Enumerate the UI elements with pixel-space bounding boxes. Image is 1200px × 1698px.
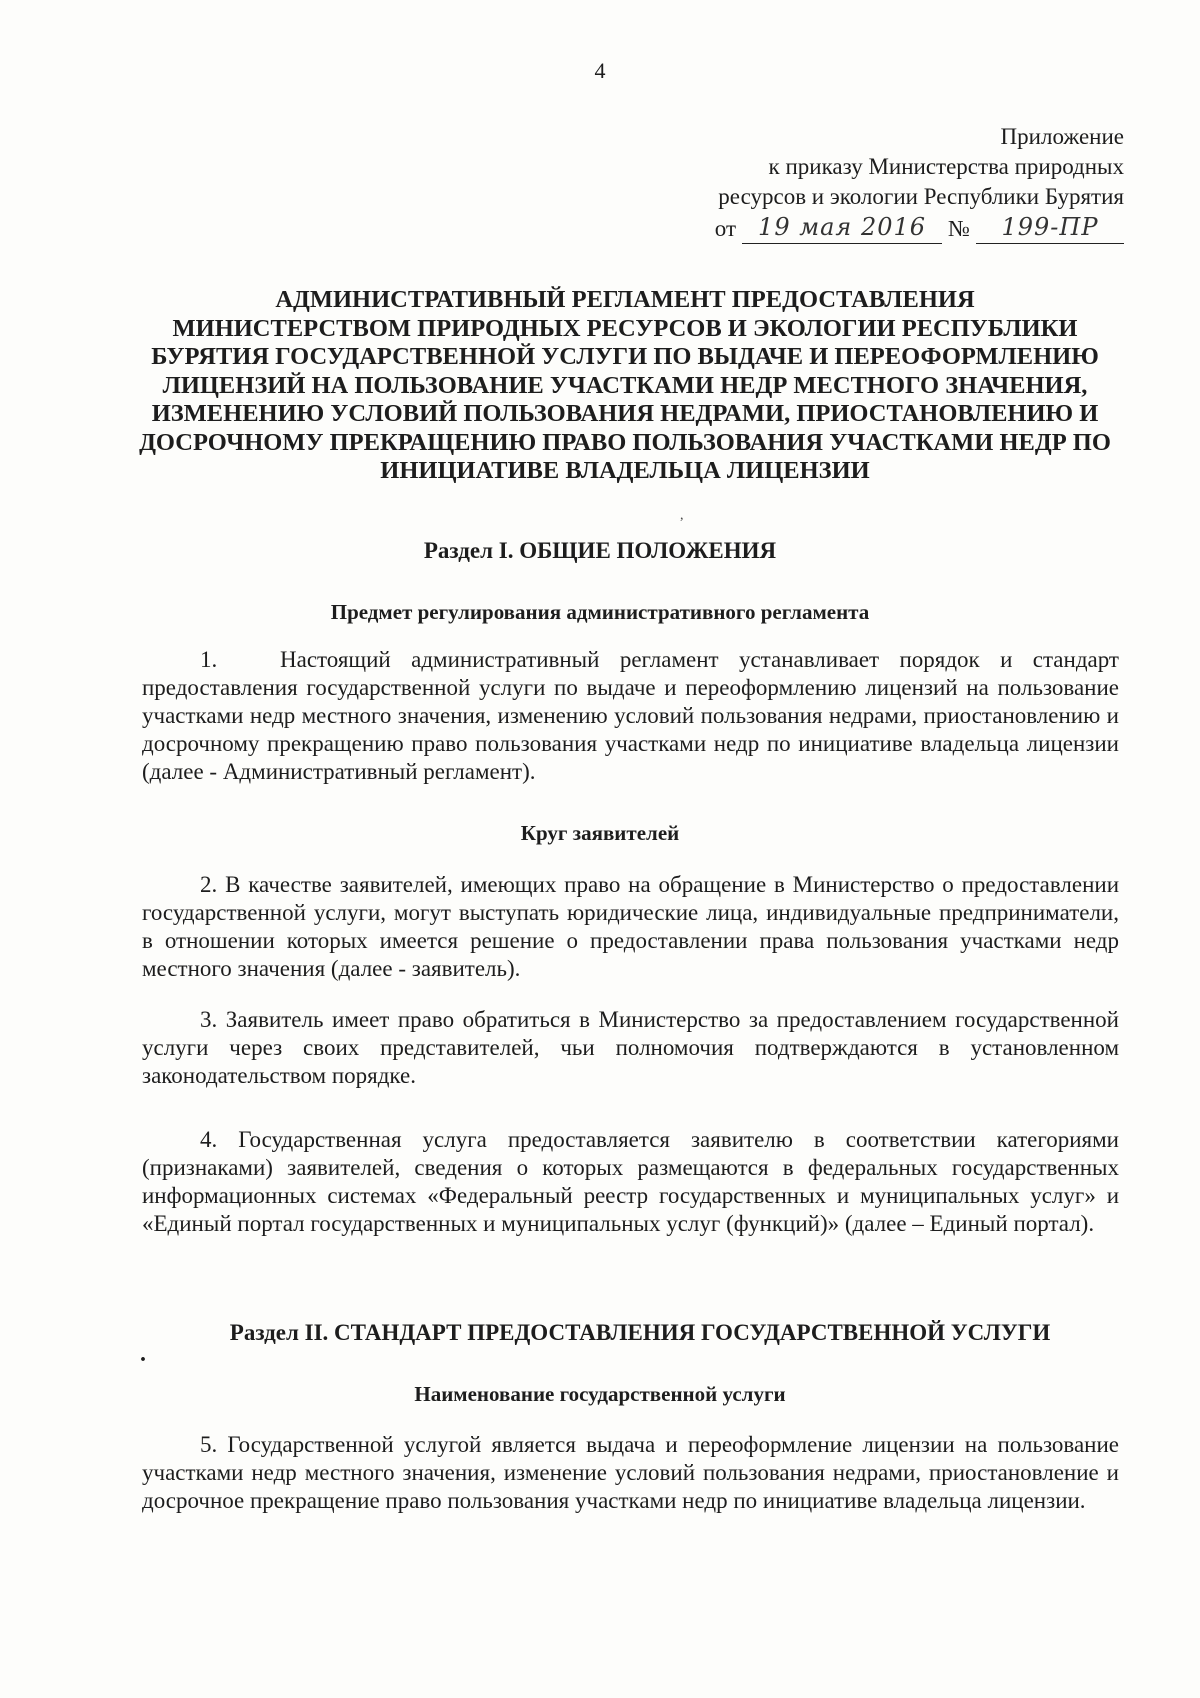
paragraph-3 xyxy=(142,1006,1119,1090)
scan-mark: , xyxy=(680,508,684,523)
title-line: БУРЯТИЯ ГОСУДАРСТВЕННОЙ УСЛУГИ ПО ВЫДАЧЕ И ПЕРЕОФОРМЛЕНИЮ xyxy=(151,343,1099,370)
order-number-handwritten: 199-ПР xyxy=(1001,213,1099,241)
paragraph-3-text: 3. Заявитель имеет право обратиться в Министерство за предоставлением государственной услуги через своих представителей, чьи полномочия подтверждаются в установленном законодательством порядке. xyxy=(142,1007,1119,1088)
paragraph-1 xyxy=(142,646,1119,786)
paragraph-4 xyxy=(142,1126,1119,1238)
paragraph-1-number: 1. xyxy=(200,647,218,672)
paragraph-5 xyxy=(142,1431,1119,1515)
section-1-heading: Раздел I. ОБЩИЕ ПОЛОЖЕНИЯ xyxy=(423,538,777,563)
title-line: ИЗМЕНЕНИЮ УСЛОВИЙ ПОЛЬЗОВАНИЯ НЕДРАМИ, ПРИОСТАНОВЛЕНИЮ И xyxy=(151,400,1099,427)
paragraph-2-text: 2. В качестве заявителей, имеющих право на обращение в Министерство о предоставлении государственной услуги, могут выступать юридические лица, индивидуальные предприниматели, в отношении которых имеется решение о предоставлении права пользования участками недр местного значения (далее - заявитель). xyxy=(142,872,1119,981)
title-line: ДОСРОЧНОМУ ПРЕКРАЩЕНИЮ ПРАВО ПОЛЬЗОВАНИЯ УЧАСТКАМИ НЕДР ПО xyxy=(139,428,1111,456)
title-line: МИНИСТЕРСТВОМ ПРИРОДНЫХ РЕСУРСОВ И ЭКОЛОГИИ РЕСПУБЛИКИ xyxy=(172,314,1078,342)
title-line: ИНИЦИАТИВЕ ВЛАДЕЛЬЦА ЛИЦЕНЗИИ xyxy=(380,457,870,484)
order-number-field xyxy=(976,212,1124,244)
appendix-block xyxy=(664,122,1124,244)
title-line: АДМИНИСТРАТИВНЫЙ РЕГЛАМЕНТ ПРЕДОСТАВЛЕНИЯ xyxy=(275,286,975,313)
order-date-handwritten: 19 мая 2016 xyxy=(758,213,927,241)
paragraph-1-text: Настоящий административный регламент устанавливает порядок и стандарт предоставления государственной услуги по выдаче и переоформлению лицензий на пользование участками недр местного значения, изменению условий пользования недрами, приостановлению и досрочному прекращению право пользования участками недр по инициативе владельца лицензии (далее - Административный регламент). xyxy=(142,647,1119,784)
paragraph-4-text: 4. Государственная услуга предоставляется заявителю в соответствии категориями (признаками) заявителей, сведения о которых размещаются в федеральных государственных информационных системах «Федеральный реестр государственных и муниципальных услуг» и «Единый портал государственных и муниципальных услуг (функций)» (далее – Единый портал). xyxy=(142,1127,1119,1236)
date-prefix: от xyxy=(714,216,737,241)
scan-dot-mark: . xyxy=(140,1341,146,1367)
appendix-ministry: ресурсов и экологии Республики Бурятия xyxy=(718,184,1124,209)
paragraph-2 xyxy=(142,871,1119,983)
appendix-title: Приложение xyxy=(1000,124,1124,149)
section-2-heading: Раздел II. СТАНДАРТ ПРЕДОСТАВЛЕНИЯ ГОСУДАРСТВЕННОЙ УСЛУГИ xyxy=(229,1320,1051,1345)
section-1-subheading-applicants: Круг заявителей xyxy=(520,821,680,845)
order-date-field xyxy=(742,212,942,244)
title-line: ЛИЦЕНЗИЙ НА ПОЛЬЗОВАНИЕ УЧАСТКАМИ НЕДР МЕСТНОГО ЗНАЧЕНИЯ, xyxy=(162,371,1088,399)
order-date-number-line xyxy=(664,212,1124,244)
document-title xyxy=(135,286,1115,486)
appendix-order-ref: к приказу Министерства природных xyxy=(768,154,1124,179)
section-1-subheading-subject: Предмет регулирования административного регламента xyxy=(330,600,870,624)
number-label: № xyxy=(948,216,970,241)
page-number: 4 xyxy=(594,58,606,83)
section-2-subheading-name: Наименование государственной услуги xyxy=(414,1382,786,1406)
paragraph-5-text: 5. Государственной услугой является выдача и переоформление лицензии на пользование участками недр местного значения, изменение условий пользования недрами, приостановление и досрочное прекращение право пользования участками недр по инициативе владельца лицензии. xyxy=(142,1432,1119,1513)
